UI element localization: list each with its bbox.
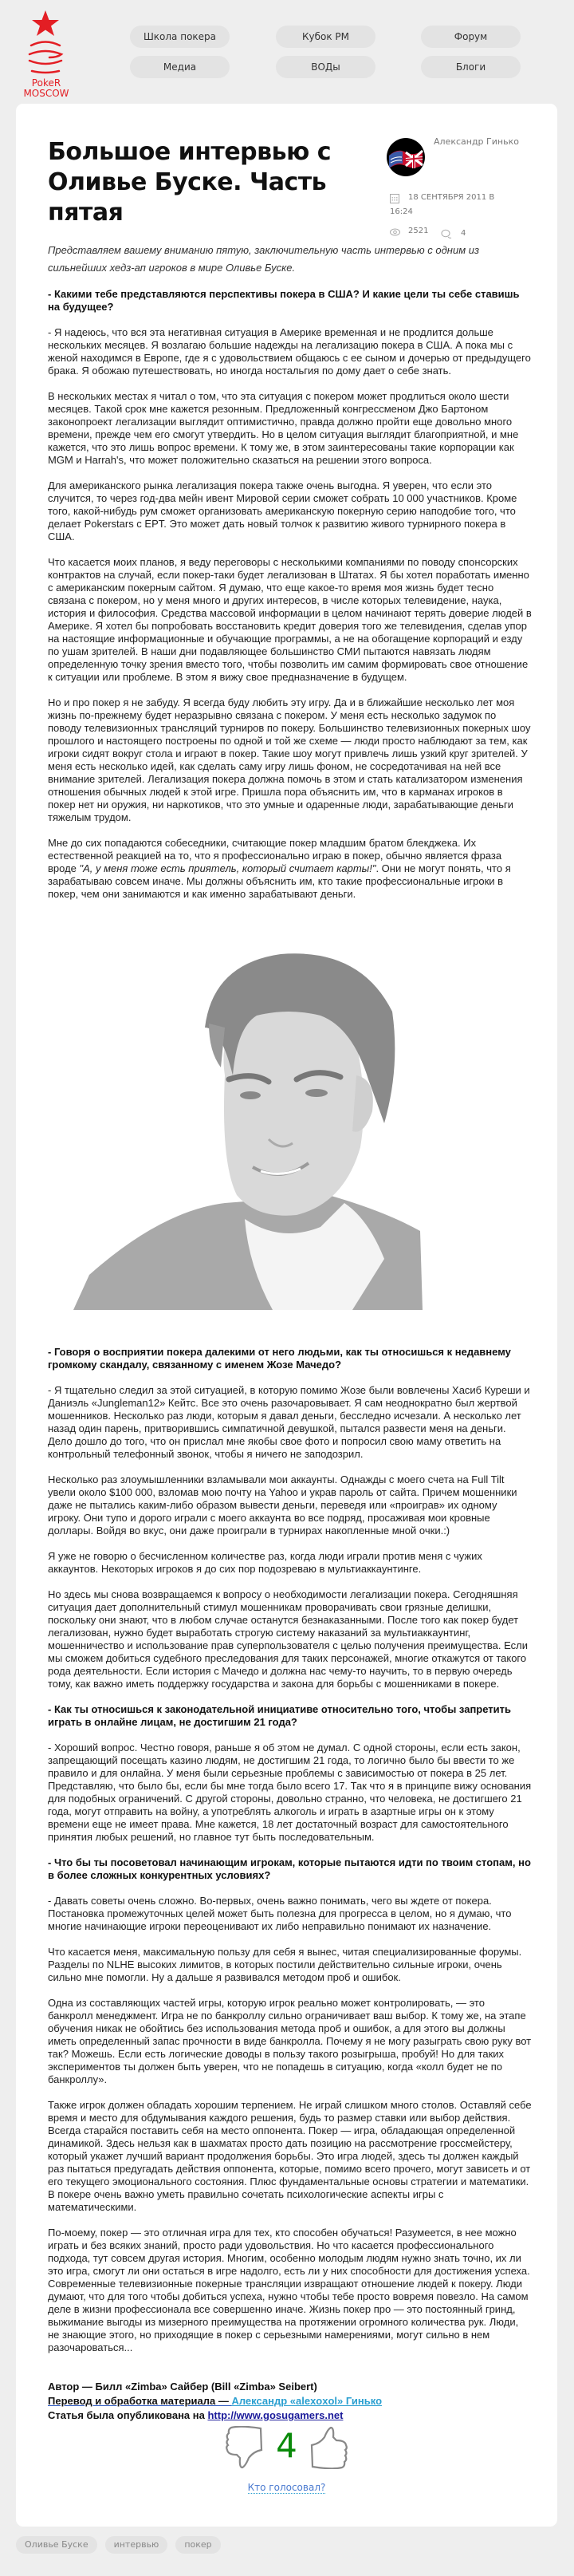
interview-paragraph: Я уже не говорю о бесчисленном количестве раз, когда люди играли против меня с чужих аккаунтов. Некоторых игроков я до сих пор подозреваю в мультиаккаунтинге. bbox=[48, 1550, 482, 1575]
article-part-1 bbox=[48, 288, 532, 901]
paragraph-text: Мне до сих попадаются собеседники, считающие покер младшим братом блекджека. Их естественной реакцией на то, что я профессионально играю в покер, обычно является фраза вроде bbox=[48, 837, 502, 874]
nav-cup-pm[interactable]: Кубок PM bbox=[276, 26, 375, 48]
source-link[interactable]: http://www.gosugamers.net bbox=[207, 2409, 344, 2421]
interview-paragraph: - Я надеюсь, что вся эта негативная ситуация в Америке временная и не продлится дольше нескольких месяцев. Я возлагаю большие надежды на легализацию покера в США. А пока мы с женой находимся в Европе, где я с удовольствием общаюсь с ее сыном и дочерью от предыдущего брака. Я обожаю путешествовать, но иногда ностальгия по дому дает о себе знать. bbox=[48, 326, 531, 377]
quote-text: "А, у меня тоже есть приятель, который считает карты!" bbox=[79, 862, 376, 874]
published-label: Статья была опубликована на bbox=[48, 2409, 208, 2421]
paragraph-text: . Они не могут понять, что я зарабатываю совсем иначе. Мы должны объяснить им, кто такие профессиональные игроки в покер, чем они занимаются и как именно зарабатывают деньги. bbox=[48, 862, 511, 900]
nav-forum[interactable]: Форум bbox=[421, 26, 521, 48]
article-header bbox=[48, 137, 532, 242]
who-voted-link[interactable]: Кто голосовал? bbox=[247, 2482, 326, 2493]
author-avatar[interactable] bbox=[387, 138, 425, 176]
publish-date: 18 СЕНТЯБРЯ 2011 В bbox=[408, 193, 495, 202]
calendar-icon bbox=[390, 193, 399, 203]
nav-blogs[interactable]: Блоги bbox=[421, 56, 521, 78]
tag-list bbox=[16, 2536, 574, 2554]
poker-moscow-logo[interactable] bbox=[18, 8, 75, 97]
interview-paragraph: Но здесь мы снова возвращаемся к вопросу о необходимости легализации покера. Сегодняшняя ситуация дает дополнительный стимул мошенникам проворачивать свои грязные делишки, поскольку они знают, что в любом случае останутся безнаказанными. После того как покер будет легализован, нужно будет выработать строгую систему наказаний за мультиаккаунтинг, мошенничество и использование прав суперпользователя с целью получения преимущества. Если мы сможем добиться судебного преследования для таких персонажей, многие откажутся от такого рода деятельности. Если история с Мачедо и должна нас чему-то научить, то в первую очередь тому, как важно иметь поддержку государства и закона для борьбы с мошенниками в покере. bbox=[48, 1588, 529, 1690]
vote-widget bbox=[16, 2426, 557, 2471]
interview-question: - Какими тебе представляются перспективы покера в США? И какие цели ты себе ставишь на будущее? bbox=[48, 288, 520, 313]
comments-icon[interactable] bbox=[441, 229, 452, 239]
nav-media[interactable]: Медиа bbox=[130, 56, 230, 78]
vote-count: 4 bbox=[276, 2426, 297, 2465]
interview-question: - Говоря о восприятии покера далекими от него людьми, как ты относишься к недавнему громкому скандалу, связанному с именем Жозе Мачедо? bbox=[48, 1346, 511, 1371]
interview-paragraph: По-моему, покер — это отличная игра для тех, кто способен обучаться! Разумеется, в нее можно играть и без всяких знаний, просто ради удовольствия. Но что касается профессионального подхода, тут совсем другая история. Многим, особенно молодым людям нужно знать точно, их ли это игра, смогут ли они остаться в игре надолго, есть ли у них способности для достижения успеха. Современные телевизионные покерные трансляции извращают отношение людей к покеру. Люди думают, что для того чтобы добиться успеха, нужно чтобы тебе просто вовремя повезло. На самом деле в жизни профессионала все совершенно иначе. Жизнь покер про — это постоянный гринд, выжимание выгоды из мизерного преимущества на протяжении огромного количества рук. Люди, не знающие этого, но приходящие в покер с серьезными намерениями, могут сильно в нем разочароваться... bbox=[48, 2227, 530, 2353]
star-icon bbox=[32, 10, 59, 36]
credit-source bbox=[48, 2408, 532, 2423]
interview-question: - Как ты относишься к законодательной инициативе относительно того, чтобы запретить играть в онлайне лицам, не достигшим 21 года? bbox=[48, 1703, 512, 1728]
author-name[interactable]: Александр Гинько bbox=[434, 136, 519, 147]
logo-text-line2: MOSCOW bbox=[23, 88, 69, 97]
flag-avatar-image bbox=[387, 138, 425, 176]
interview-question: - Что бы ты посоветовал начинающим игрокам, которые пытаются идти по твоим стопам, но в более сложных конкурентных условиях? bbox=[48, 1856, 531, 1881]
logo-rings bbox=[29, 42, 61, 73]
interview-paragraph: - Хороший вопрос. Честно говоря, раньше я об этом не думал. С одной стороны, если есть закон, запрещающий посещать казино людям, не достигшим 21 года, то логично было бы ввести то же правило и для онлайна. У меня были серьезные проблемы с зависимостью от покера в 25 лет. Представляю, что было бы, если бы мне тогда было всего 17. Так что я в принципе вижу основания для подобных ограничений. С другой стороны, довольно странно, что человека, не достигшего 21 года, могут отправить на войну, а употреблять алкоголь и играть в азартные игры он к этому времени еще не имеет права. Мне кажется, 18 лет достаточный возраст для самостоятельного принятия любых решений, но главное тут быть последовательным. bbox=[48, 1742, 532, 1843]
nav-vods[interactable]: ВОДы bbox=[276, 56, 375, 78]
interview-paragraph bbox=[48, 837, 532, 901]
article-meta bbox=[387, 137, 532, 242]
interview-paragraph: - Я тщательно следил за этой ситуацией, в которую помимо Жозе были вовлечены Хасиб Куреши и Даниэль «Jungleman12» Кейтс. Все это очень разочаровывает. Я сам неоднократно был жертвой мошенников. Несколько раз люди, которым я давал деньги, бесследно исчезали. А несколько лет назад один парень, притворившись симпатичной девушкой, пытался развести меня на деньги. Дело дошло до того, что он прислал мне якобы свое фото и попросил свою маму ответить на контрольный телефонный звонок, чтобы я ничего не заподозрил. bbox=[48, 1384, 530, 1460]
interview-paragraph: Для американского рынка легализация покера также очень выгодна. Я уверен, что если это случится, то через год-два мейн ивент Мировой серии сможет собрать 10 000 участников. Кроме того, какой-нибудь рум сможет организовать американскую покерную серию наподобие того, что делает Pokerstars с EPT. Это может дать новый толчок к развитию живого турнирного покера в США. bbox=[48, 479, 517, 542]
interview-paragraph: Что касается моих планов, я веду переговоры с несколькими компаниями по поводу спонсорских контрактов на случай, если покер-таки будет легализован в Штатах. Я бы хотел поработать именно с американским покерным сайтом. Я думаю, что еще какое-то время моя жизнь будет тесно связана с покером, но у меня много и других интересов, в числе которых телевидение, наука, история и философия. Средства массовой информации в целом начинают терять доверие людей в Америке. Я хотел бы попробовать восстановить кредит доверия того же телевидения, сделав упор на настоящие информационные и обучающие программы, а не на обогащение корпораций и езду по ушам зрителей. В наши дни подавляющее большинство СМИ пытаются навязать людям определенную точку зрения вместо того, чтобы позволить им самим формировать свое отношение к ситуации или проблеме. В этом я вижу свое предназначение в будущем. bbox=[48, 556, 532, 683]
interview-paragraph: Несколько раз злоумышленники взламывали мои аккаунты. Однажды с моего счета на Full Tilt увели около $100 000, взломав мою почту на Yahoo и украв пароль от сайта. Причем мошенники даже не пытались каким-либо образом вывести деньги, переведя или «проиграв» их одному игроку. Они тупо и дорого играли с моего аккаунта во все подряд, просаживая мои кровные доллары. Войдя во вкус, они даже проиграли в турнирах накопленные мной очки.:) bbox=[48, 1473, 517, 1537]
article-credits bbox=[48, 2380, 532, 2423]
article-body bbox=[48, 242, 532, 2423]
tag-poker[interactable]: покер bbox=[175, 2536, 220, 2554]
article-lead: Представляем вашему вниманию пятую, заключительную часть интервью с одним из сильнейших хедз-ап игроков в мире Оливье Буске. bbox=[48, 244, 479, 274]
interview-paragraph: Также игрок должен обладать хорошим терпением. Не играй слишком много столов. Оставляй себе время и место для обдумывания каждого решения, будь то размер ставки или выбор действия. Всегда старайся поставить себя на место оппонента. Покер — игра, обладающая определенной динамикой. Здесь нельзя как в шахматах просто дать позицию на рассмотрение гроссмейстеру, который укажет лучший вариант продолжения борьбы. Это игра людей, здесь ты должен каждый раз пытаться предугадать действия оппонента, которые, помимо всего прочего, могут зависеть и от его текущего эмоционального состояния. Плюс фундаментальные основы стратегии и математики. В покере очень важно уметь правильно сочетать психологические аспекты игры с математическими. bbox=[48, 2099, 532, 2213]
tag-interview[interactable]: интервью bbox=[105, 2536, 168, 2554]
tag-olivier-busquet[interactable]: Оливье Буске bbox=[16, 2536, 97, 2554]
olivier-busquet-photo bbox=[65, 940, 423, 1310]
who-voted-row bbox=[16, 2480, 557, 2495]
eye-icon bbox=[390, 228, 400, 236]
nav-poker-school[interactable]: Школа покера bbox=[130, 26, 230, 48]
article-title: Большое интервью с Оливье Буске. Часть пятая bbox=[48, 138, 331, 227]
article-card bbox=[16, 104, 557, 2527]
interview-paragraph: В нескольких местах я читал о том, что эта ситуация с покером может продлиться около шести месяцев. Такой срок мне кажется резонным. Предложенный конгрессменом Джо Бартоном законопроект легализации выглядит оптимистично, правда должно пройти еще довольно много времени, прежде чем его смогут утвердить. Но в целом ситуация выглядит благоприятной, и мне кажется, что это лишь вопрос времени. К тому же, в этом заинтересованы такие корпорации как MGM и Harrah's, что может положительно сказаться на решении этого вопроса. bbox=[48, 390, 519, 466]
interview-paragraph: Одна из составляющих частей игры, которую игрок реально может контролировать, — это банкролл менеджмент. Игра не по банкроллу сильно ограничивает ваш выбор. К тому же, на этапе обучения никак не обойтись без использования метода проб и ошибок, а для этого вы должны иметь определенный запас прочности в виде банкролла. Почему я не могу разыграть свою руку вот так? Можешь. Если есть логические доводы в пользу такого розыгрыша, пробуй! Но для таких экспериментов ты должен быть уверен, что не попадешь в ситуацию, когда «колл будет не по банкроллу». bbox=[48, 1997, 532, 2085]
credit-translation bbox=[48, 2394, 532, 2408]
interview-paragraph: - Давать советы очень сложно. Во-первых, очень важно понимать, чего вы ждете от покера. Постановка промежуточных целей может быть полезна для прогресса в целом, но я думаю, что многие начинающие игроки переоценивают их либо неправильно понимают их назначение. bbox=[48, 1895, 512, 1932]
thumbs-down-icon[interactable] bbox=[225, 2426, 265, 2469]
logo-text-line1: PokeR bbox=[31, 77, 61, 89]
thumbs-up-icon[interactable] bbox=[309, 2426, 348, 2469]
interview-paragraph: Но и про покер я не забуду. Я всегда буду любить эту игру. Да и в ближайшие несколько лет моя жизнь по-прежнему будет неразрывно связана с покером. У меня есть несколько задумок по поводу телевизионных трансляций турниров по покеру. Большинство телевизионных покерных шоу прошлого и настоящего построены по одной и той же схеме — люди просто наблюдают за тем, как игроки сидят вокруг стола и играют в покер. Такие шоу могут привлечь лишь узкий круг зрителей. У меня есть несколько идей, как сделать саму игру лишь фоном, не сосредотачивая на ней все внимание зрителей. Легализация покера должна помочь в этом и стать катализатором изменения отношения обычных людей к этой игре. Пришла пора объяснить им, что в карманах игроков в покер нет ни оружия, ни наркотиков, что это умные и одаренные люди, зарабатывающие деньги тяжелым трудом. bbox=[48, 696, 531, 823]
views-count: 2521 bbox=[408, 227, 429, 235]
article-part-2 bbox=[48, 1346, 532, 2354]
translator-link[interactable]: Александр «alexoxol» Гинько bbox=[231, 2395, 383, 2407]
translation-label: Перевод и обработка материала — bbox=[48, 2395, 232, 2407]
interview-paragraph: Что касается меня, максимальную пользу для себя я вынес, читая специализированные форумы. Разделы по NLHE высоких лимитов, в которых постили действительно сильные игроки, очень сильно мне помогли. Ну а дальше я развивался методом проб и ошибок. bbox=[48, 1946, 522, 1983]
site-header bbox=[0, 0, 574, 104]
comments-count[interactable]: 4 bbox=[461, 229, 466, 238]
credit-author: Автор — Билл «Zimba» Сайбер (Bill «Zimba» Seibert) bbox=[48, 2381, 317, 2393]
publish-time: 16:24 bbox=[390, 207, 413, 216]
